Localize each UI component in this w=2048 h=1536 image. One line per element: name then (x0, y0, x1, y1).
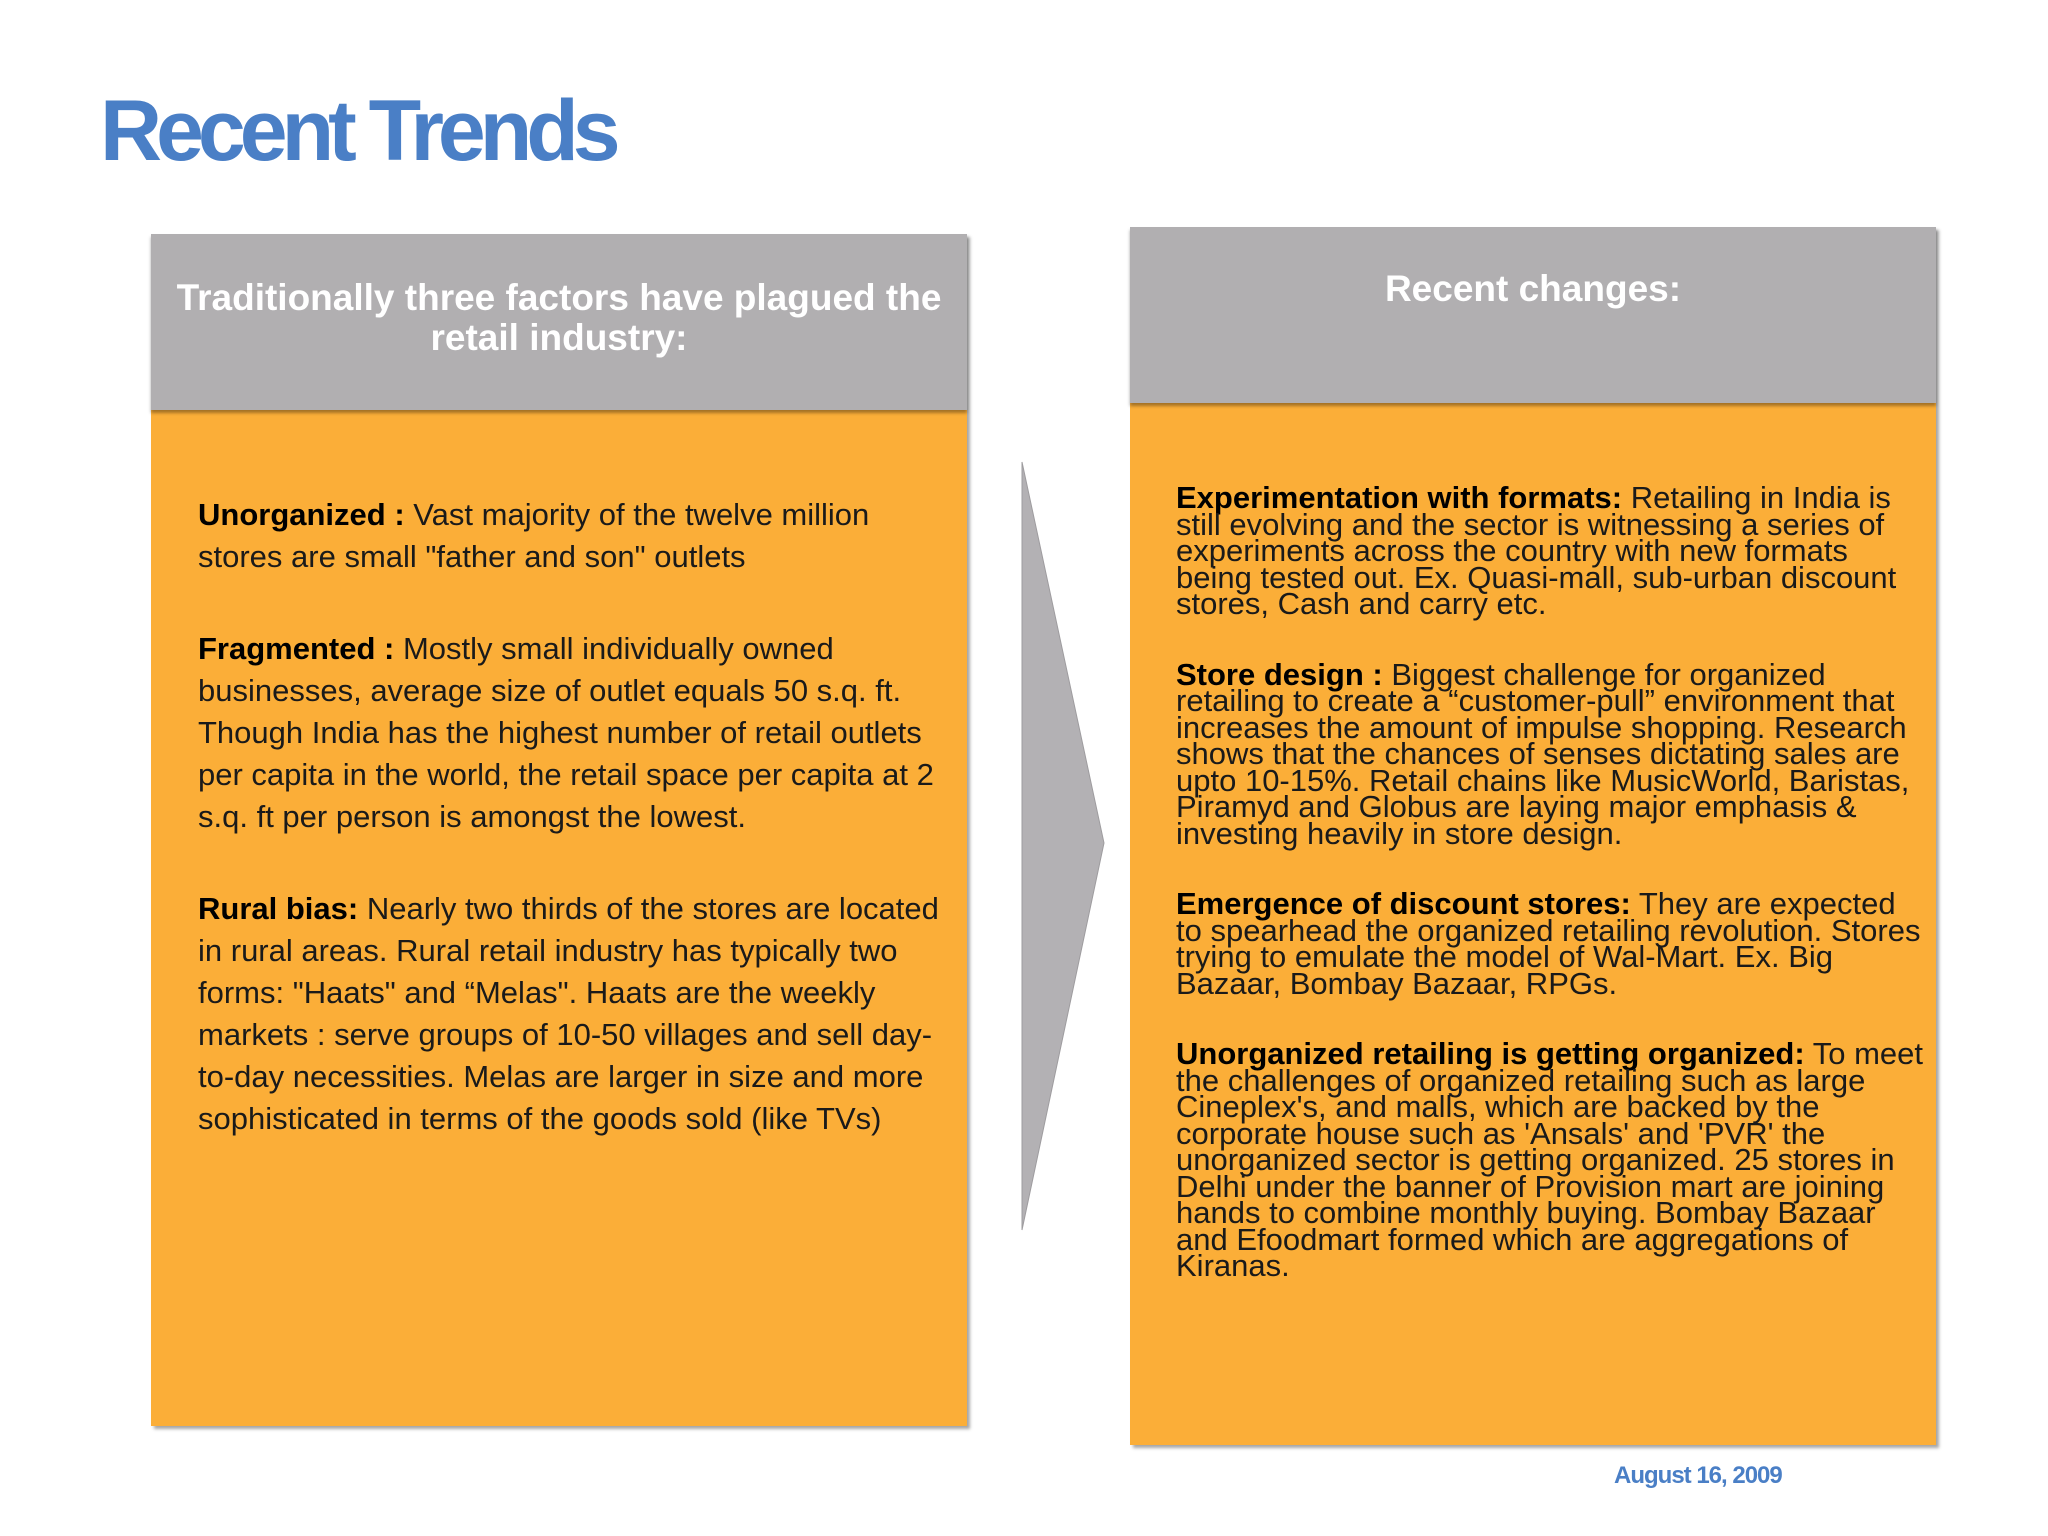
change-text: Biggest challenge for organized retailing to create a “customer-pull” environment that increases the amount of impulse shopping. Research shows that the chances of senses dictating sales are upto 10-15%. Retail chains like MusicWorld, Baristas, Piramyd and Globus are laying major emphasis & investing heavily in store design. (1176, 656, 1910, 851)
right-panel-heading: Recent changes: (1130, 227, 1936, 403)
change-term: Store design : (1176, 656, 1383, 692)
factor-text: Vast majority of the twelve million stores are small "father and son" outlets (198, 497, 870, 574)
right-panel-body (1176, 480, 1926, 1324)
factor-text: Mostly small individually owned businesses, average size of outlet equals 50 s.q. ft. Though India has the highest number of retail outlets per capita in the world, the retail space per capita at 2 s.q. ft per person is amongst the lowest. (198, 631, 934, 834)
chevron-arrow-icon (1018, 458, 1110, 1248)
change-term: Emergence of discount stores: (1176, 886, 1631, 921)
factor-term: Unorganized : (198, 497, 405, 532)
factor-term: Fragmented : (198, 631, 395, 666)
factor-item-unorganized (198, 494, 948, 578)
change-term: Experimentation with formats: (1176, 480, 1623, 515)
change-item-formats (1176, 480, 1926, 621)
left-panel-body (198, 494, 948, 1190)
factor-item-fragmented (198, 628, 948, 838)
change-item-discount-stores (1176, 886, 1926, 1001)
left-panel-heading: Traditionally three factors have plagued the retail industry: (151, 234, 967, 410)
change-item-unorganized-retailing (1176, 1036, 1926, 1283)
change-item-store-design (1176, 656, 1926, 851)
slide-date: August 16, 2009 (1614, 1462, 1782, 1489)
factor-text: Nearly two thirds of the stores are located in rural areas. Rural retail industry has typically two forms: "Haats" and “Melas". Haats are the weekly markets : serve groups of 10-50 villages and sell day-to-day necessities. Melas are larger in size and more sophisticated in terms of the goods sold (like TVs) (198, 891, 939, 1136)
change-text: Retailing in India is still evolving and the sector is witnessing a series of experiments across the country with new formats being tested out. Ex. Quasi-mall, sub-urban discount stores, Cash and carry etc. (1176, 480, 1897, 621)
change-text: To meet the challenges of organized retailing such as large Cineplex's, and malls, which are backed by the corporate house such as 'Ansals' and 'PVR' the unorganized sector is getting organized. 25 stores in Delhi under the banner of Provision mart are joining hands to combine monthly buying. Bombay Bazaar and Efoodmart formed which are aggregations of Kiranas. (1176, 1036, 1923, 1283)
slide-title: Recent Trends (100, 83, 615, 179)
change-text: They are expected to spearhead the organized retailing revolution. Stores trying to emulate the model of Wal-Mart. Ex. Big Bazaar, Bombay Bazaar, RPGs. (1176, 886, 1921, 1001)
change-term: Unorganized retailing is getting organized: (1176, 1036, 1805, 1071)
factor-term: Rural bias: (198, 891, 359, 926)
right-panel (1130, 227, 1936, 1445)
left-panel (151, 234, 967, 1426)
factor-item-rural-bias (198, 888, 948, 1140)
